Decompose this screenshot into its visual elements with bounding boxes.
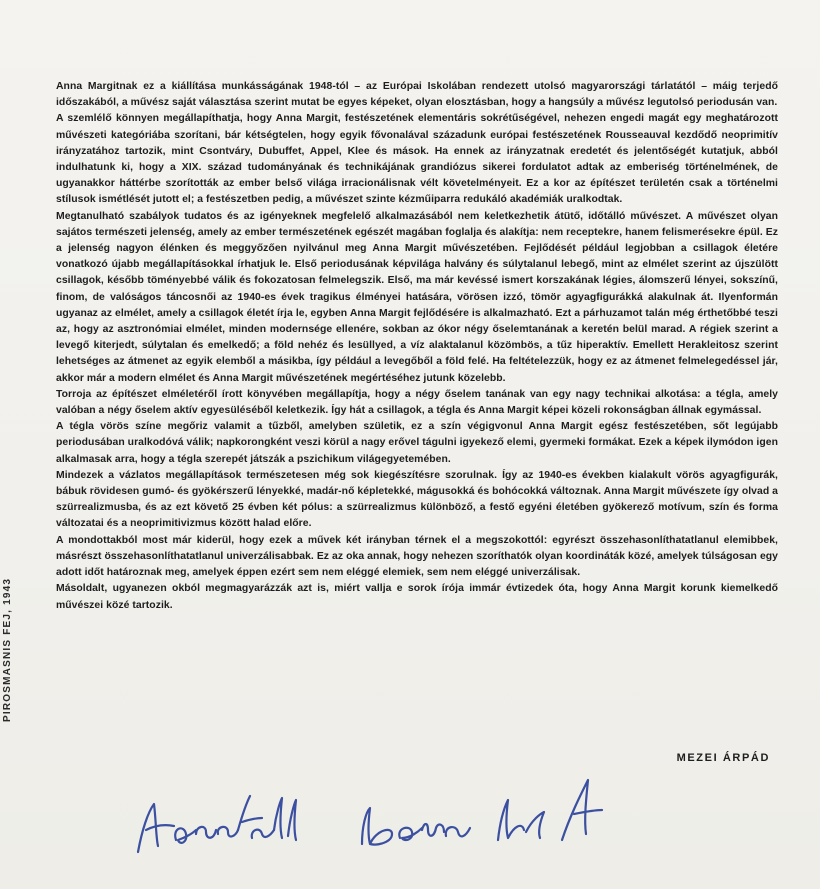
paragraph-3: Megtanulható szabályok tudatos és az igényeknek megfelelő alkalmazásából nem keletkezhetik átütő, időtálló művészet. A művészet olyan sajátos természeti jelenség, amely az ember természetének egészét magában foglalja és alakítja: nem receptekre, hanem felismerésekre épül. Ez a jelenség nagyon élénken és meggyőzően nyilvánul meg Anna Margit művészetében. Fejlődését például legjobban a csillagok életére vonatkozó újabb megállapításokkal írhatjuk le. Első periodusának képvilága halvány és súlytalanul lebegő, mint az elmélet szerint az újszülött csillagok, később töményebbé válik és fokozatosan felmelegszik. Első, ma már kevéssé ismert korszakának légies, álomszerű lényei, sokszínű, finom, de valóságos táncosnői az 1940-es évek tragikus élményei hatására, vörösen izzó, tömör agyagfigurákká alakulnak át. Ilyenformán ugyanaz az elmélet, amely a csillagok életét írja le, egyben Anna Margit fejlődésére is alkalmazható. Ezt a párhuzamot talán még érthetőbbé teszi az, hogy az asztronómiai elmélet, minden modernsége ellenére, sokban az ókor négy őselemtanának a keretén belül marad. A régiek szerint a levegő kiterjedt, súlytalan és emelkedő; a föld nehéz és lesüllyed, a víz alaktalanul közömbös, a tűz hiperaktív. Emellett Herakleitosz szerint lehetséges az átmenet az egyik elemből a másikba, így például a levegőből a föld felé. Ha feltételezzük, hogy ez az átmenet felmelegedéssel jár, akkor már a modern elmélet és Anna Margit művészetének megértéséhez jutunk közelebb. (56, 210, 778, 384)
essay-text (56, 79, 778, 614)
author-name: MEZEI ÁRPÁD (676, 752, 770, 764)
paragraph-6: Mindezek a vázlatos megállapítások természetesen még sok kiegészítésre szorulnak. Így az 1940-es években kialakult vörös agyagfigurák, bábuk rövidesen gumó- és gyökérszerű lényekké, madár-nő képletekké, mágusokká és bohócokká változnak. Anna Margit művészete így olvad a szürrealizmusba, és az ezt követő 25 évben két pólus: a szürrealizmus különböző, a festő egyéni életében gyökerező motívum, szín és forma változatai és a neoprimitivizmus között halad előre. (56, 469, 778, 530)
paragraph-1: Anna Margitnak ez a kiállítása munkásságának 1948-tól – az Európai Iskolában rendezett utolsó magyarországi tárlatától – máig terjedő időszakából, a művész saját választása szerint mutat be egyes képeket, olyan elosztásban, hogy a hangsúly a művész legutolsó periodusán van. (56, 81, 778, 109)
paragraph-7: A mondottakból most már kiderül, hogy ezek a művek két irányban térnek el a megszokottól: egyrészt összehasonlíthatatlanul elemibbek, másrészt összehasonlíthatatlanul univerzálisabbak. Ez az oka annak, hogy nehezen szoríthatók olyan koordináták közé, amelyek túlságosan egy adott időt határoznak meg, amelyek éppen ezért sem nem eléggé elemiek, sem nem eléggé univerzálisak. (56, 534, 778, 579)
paragraph-5: A tégla vörös színe megőriz valamit a tűzből, amelyben születik, ez a szín végigvonul Anna Margit egész festészetében, sőt legújabb periodusában uralkodóvá válik; napkorongként veszi körül a nagy erővel tágulni igyekező elemi, gyermeki formákat. Ezek a képek ilymódon igen alkalmasak arra, hogy a tégla szerepét játszák a pszichikum világegyetemében. (56, 421, 778, 465)
handwritten-signature (130, 760, 610, 870)
paragraph-8: Másoldalt, ugyanezen okból megmagyarázzák azt is, miért vallja e sorok írója immár évtizedek óta, hogy Anna Margit korunk kiemelkedő művészei közé tartozik. (56, 583, 778, 611)
side-caption: PIROSMASNIS FEJ, 1943 (2, 577, 13, 722)
paragraph-2: A szemlélő könnyen megállapíthatja, hogy Anna Margit, festészetének elementáris sokrétűségével, nehezen engedi magát egy meghatározott művészeti kategóriába szorítani, bár kétségtelen, hogy egyik fővonalával századunk európai festészetének Rousseauval kezdődő neoprimitív irányzatához tartozik, mint Csontváry, Dubuffet, Appel, Klee és mások. Ha ennek az irányzatnak eredetét és jelentőségét kutatjuk, abból indulhatunk ki, hogy a XIX. század tudományának és technikájának grandiózus sikerei fordulatot adtak az emberiség történelmének, de ugyanakkor háttérbe szorították az ember belső világa irracionálisnak vélt követelményeit. Ez a kor az építészet területén csak a történelmi stílusok ismétlését jutott el; a festészetben pedig, a művészet szinte kézműiparra redukáló akadémiák uralkodtak. (56, 113, 778, 206)
paragraph-4: Torroja az építészet elméletéről írott könyvében megállapítja, hogy a négy őselem tanának van egy nagy technikai alkotása: a tégla, amely valóban a négy őselem aktív egyesüléséből keletkezik. Így hát a csillagok, a tégla és Anna Margit képei közeli rokonságban állnak egymással. (56, 388, 778, 417)
